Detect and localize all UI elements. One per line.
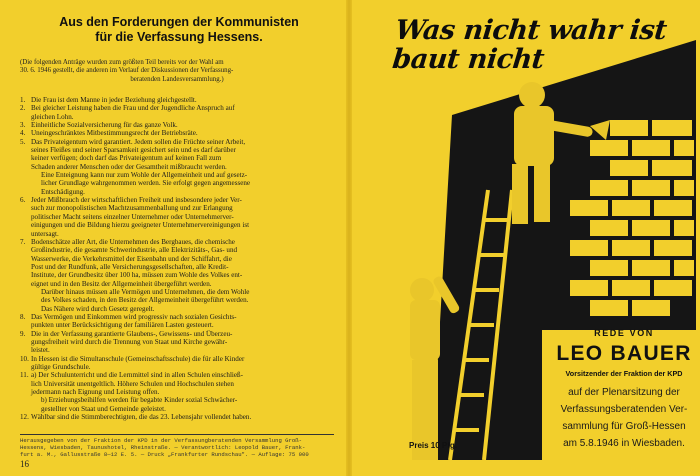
demand-number: 12. xyxy=(20,413,29,422)
demand-text: Schaden anderer Menschen oder der Gesamtheit mißbraucht werden. xyxy=(31,162,227,171)
imprint-line: Hessens, Wiesbaden, Taunushotel, Rheinstraße. — Verantwortlich: Leopold Bauer, Frank- xyxy=(20,444,306,451)
demand-item xyxy=(20,129,334,137)
price-label: Preis 10 Pfg. xyxy=(409,441,458,450)
demand-text: lich Universität unentgeltlich. Höhere Schulen und Hochschulen stehen xyxy=(31,379,234,388)
demand-item xyxy=(20,121,334,129)
demand-item xyxy=(20,313,334,330)
demand-item xyxy=(20,96,334,104)
demand-number: 8. xyxy=(20,312,26,321)
demand-text: Institute, der Grundbesitz über 100 ha, müssen zum Wohle des Volkes ent- xyxy=(31,271,243,280)
demand-text: jedermann nach Eignung und Leistung offen. xyxy=(31,388,160,397)
event-details xyxy=(544,384,700,452)
imprint-line: furt a. M., Gallusstraße 8—12 E. 5. — Druck „Frankfurter Rundschau". — Auflage: 75 000 xyxy=(20,451,309,458)
demand-text: Wasserwerke, die Verkehrsmittel der Eisenbahn und der Schiffahrt, die xyxy=(31,254,232,263)
demand-item xyxy=(20,330,334,355)
demand-item xyxy=(20,355,334,372)
demand-text: Das Privateigentum wird garantiert. Jedem sollen die Früchte seiner Arbeit, xyxy=(31,137,246,146)
demand-text: gleichen Lohn. xyxy=(31,112,74,121)
demands-list xyxy=(20,96,334,421)
demand-text: gültige Grundschule. xyxy=(31,363,91,371)
demand-number: 5. xyxy=(20,137,26,146)
intro-line: (Die folgenden Anträge wurden zum größten Teil bereits vor der Wahl am xyxy=(20,59,224,66)
page-number: 16 xyxy=(20,459,29,469)
demand-number: 7. xyxy=(20,237,26,246)
demand-text: Bei gleicher Leistung haben die Frau und der Jugendliche Anspruch auf xyxy=(31,104,235,113)
demand-text: Einheitliche Sozialversicherung für das ganze Volk. xyxy=(31,121,178,130)
demand-number: 2. xyxy=(20,104,26,113)
demand-text: a) Der Schulunterricht und die Lernmittel sind in allen Schulen einschließ- xyxy=(31,371,243,380)
demand-item xyxy=(20,104,334,121)
speaker-role: Vorsitzender der Fraktion der KPD xyxy=(565,369,683,378)
title-line-1: Aus den Forderungen der Kommunisten xyxy=(59,15,299,29)
demand-text: seines Fleißes und seiner Sparsamkeit gesichert sein und es darf darüber xyxy=(31,146,236,155)
demand-subtext: Entschädigung. xyxy=(41,187,85,196)
demand-number: 4. xyxy=(20,129,26,138)
demand-number: 11. xyxy=(20,371,29,380)
demand-item xyxy=(20,238,334,313)
demand-text: leistet. xyxy=(31,346,50,355)
event-line: am 5.8.1946 in Wiesbaden. xyxy=(563,438,685,449)
speaker-name: LEO BAUER xyxy=(556,342,692,365)
footer-divider xyxy=(20,434,334,435)
demand-text: politischer Macht seitens einzelner Unternehmer oder Unternehmerver- xyxy=(31,212,234,221)
demand-text: Post und der Rundfunk, alle Versicherungsgesellschaften, alle Kredit- xyxy=(31,262,229,271)
demand-text: eignet und in den Besitz der Allgemeinheit übergeführt werden. xyxy=(31,279,212,288)
title-line-2: für die Verfassung Hessens. xyxy=(95,30,263,44)
demand-text: Das Vermögen und Einkommen wird progressiv nach sozialen Gesichts- xyxy=(31,312,237,321)
imprint xyxy=(20,437,334,458)
demand-subtext: licher Grundlage wahrgenommen werden. Sie erfolgt gegen angemessene xyxy=(41,179,251,188)
demand-text: Jeder Mißbrauch der wirtschaftlichen Freiheit und insbesondere jeder Ver- xyxy=(31,196,242,205)
left-page xyxy=(0,0,348,476)
right-page xyxy=(352,0,700,476)
demand-text: einigungen und die Bildung hierzu geeigneter Unternehmervereinigungen ist xyxy=(31,221,250,230)
demand-number: 3. xyxy=(20,121,26,130)
demand-item xyxy=(20,413,334,421)
demand-text: Die in der Verfassung garantierte Glaubens-, Gewissens- und Überzeu- xyxy=(31,329,233,338)
demand-text: such zur monopolistischen Machtzusammenballung und zur Erlangung xyxy=(31,204,233,213)
intro-line: 30. 6. 1946 gestellt, die anderen im Verlauf der Diskussionen der Verfassung- xyxy=(20,67,234,75)
intro-line: beratenden Landesversammlung.) xyxy=(130,75,224,83)
demand-text: untersagt. xyxy=(31,229,59,238)
demand-number: 6. xyxy=(20,196,26,205)
demand-text: Wählbar sind die Stimmberechtigten, die das 23. Lebensjahr vollendet haben. xyxy=(31,413,252,422)
demand-item xyxy=(20,371,334,413)
event-line: sammlung für Groß-Hessen xyxy=(562,421,686,432)
demand-text: keiner verfügen; doch darf das Privateigentum auf keinen Fall zum xyxy=(31,154,222,163)
demand-number: 1. xyxy=(20,96,26,104)
intro-note xyxy=(20,59,334,84)
demand-subtext: des Volkes schaden, in den Besitz der Allgemeinheit übergeführt werden. xyxy=(41,296,249,305)
demand-text: Uneingeschränktes Mitbestimmungsrecht der Betriebsräte. xyxy=(31,129,198,138)
demand-subtext: Das Nähere wird durch Gesetz geregelt. xyxy=(41,304,155,313)
headline xyxy=(391,16,697,74)
demand-text: In Hessen ist die Simultanschule (Gemeinschaftsschule) die für alle Kinder xyxy=(31,354,245,363)
demand-text: Großindustrie, die gesamte Schwerindustrie, alle Elektrizitäts-, Gas- und xyxy=(31,246,238,255)
demand-subtext: b) Erziehungsbeihilfen werden für begabte Kinder sozial Schwächer- xyxy=(41,396,238,405)
imprint-line: Herausgegeben von der Fraktion der KPD in der Verfassungberatenden Versammlung Groß- xyxy=(20,437,302,444)
rede-label: REDE VON xyxy=(594,328,654,338)
demand-text: punkten unter Berücksichtigung der familiären Lasten gesteuert. xyxy=(31,321,214,330)
demand-subtext: gestellter von Staat und Gemeinde geleistet. xyxy=(41,404,166,413)
speech-credit xyxy=(544,328,700,378)
headline-line-2: baut nicht xyxy=(390,44,546,75)
demand-item xyxy=(20,138,334,196)
event-line: Verfassungsberatenden Ver- xyxy=(560,404,688,415)
page-title xyxy=(20,15,338,45)
event-line: auf der Plenarsitzung der xyxy=(568,387,680,398)
demand-subtext: Eine Enteignung kann nur zum Wohle der Allgemeinheit und auf gesetz- xyxy=(41,171,248,180)
demand-subtext: Darüber hinaus müssen alle Vermögen und Unternehmen, die dem Wohle xyxy=(41,287,250,296)
demand-text: Bodenschätze aller Art, die Unternehmen des Bergbaues, die chemische xyxy=(31,237,235,246)
demand-number: 9. xyxy=(20,329,26,338)
demand-text: Die Frau ist dem Manne in jeder Beziehung gleichgestellt. xyxy=(31,96,197,104)
demand-number: 10. xyxy=(20,354,29,363)
headline-line-1: Was nicht wahr ist xyxy=(393,15,668,46)
demand-item xyxy=(20,196,334,238)
demand-text: gungsfreiheit wird durch die Trennung von Staat und Kirche gewähr- xyxy=(31,337,228,346)
